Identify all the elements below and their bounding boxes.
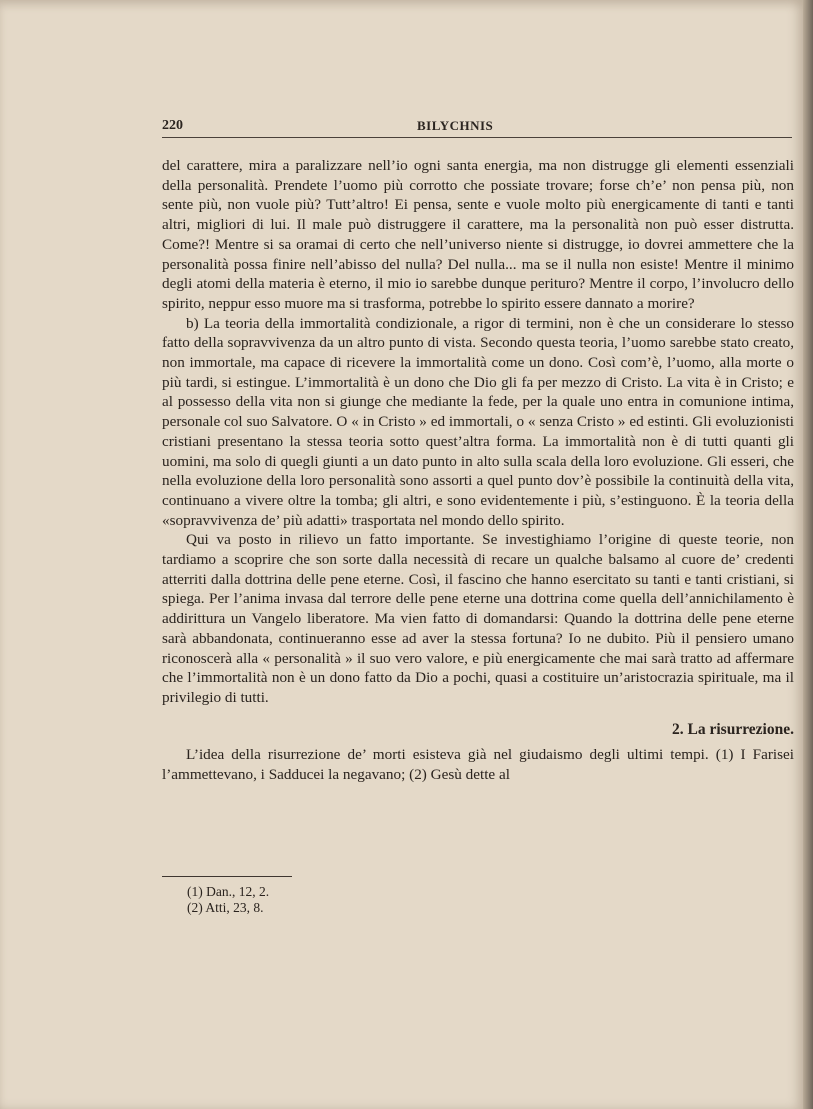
paragraph-1: del carattere, mira a paralizzare nell’io ogni santa energia, ma non distrugge gli elementi essenziali della personalità. Prendete l’uomo più corrotto che possiate trovare; forse ch’e’ non pensa più, non sente più, non vuole più? Tutt’altro! Ei pensa, sente e vuole molto più energicamente di tanti e tanti altri, migliori di lui. Il male può distruggere il carattere, ma la personalità non può esser distrutta. Come?! Mentre si sa oramai di certo che nell’universo niente si distrugge, io dovrei ammettere che la personalità possa finire nell’abisso del nulla? Del nulla... ma se il nulla non esiste! Mentre il minimo degli atomi della materia è eterno, il mio io sarebbe dunque perituro? Mentre il corpo, l’involucro dello spirito, neppur esso muore ma si trasforma, potrebbe lo spirito essere dannato a morire? [162,157,794,312]
footnote-rule [162,876,292,877]
section-heading: 2. La risurrezione. [672,720,794,738]
paragraph-4: L’idea della risurrezione de’ morti esisteva già nel giudaismo degli ultimi tempi. (1) I Farisei l’ammettevano, i Sadducei la negavano; (2) Gesù dette al [162,746,794,784]
paragraph-3: Qui va posto in rilievo un fatto importante. Se investighiamo l’origine di queste teorie, non tardiamo a scoprire che son sorte dalla necessità di recare un qualche balsamo al cuore de’ credenti atterriti dalla dottrina delle pene eterne. Così, il fascino che hanno esercitato su tanti e tanti cristiani, si spiega. Per l’anima invasa dal terrore delle pene eterne una dottrina come quella dell’annichilamento è addirittura un Vangelo liberatore. Ma vien fatto di domandarsi: Quando la dottrina delle pene eterne sarà abbandonata, continueranno esse ad aver la stessa fortuna? Io ne dubito. Più il pensiero umano riconoscerà alla « personalità » il suo vero valore, e più energicamente che mai sarà tratto ad affermare che l’immortalità non è un dono fatto da Dio a pochi, quasi a costituire un’aristocrazia spirituale, ma il privilegio di tutti. [162,531,794,706]
page-edge [803,0,813,1109]
header-rule [162,137,792,138]
paragraph-2: b) La teoria della immortalità condizionale, a rigor di termini, non è che un considerare lo stesso fatto della sopravvivenza da un altro punto di vista. Secondo questa teoria, l’uomo sarebbe stato creato, non immortale, ma capace di ricevere la immortalità come un dono. Così com’è, l’uomo, alla morte o più tardi, si estingue. L’immortalità è un dono che Dio gli fa per mezzo di Cristo. La vita è in Cristo; e al possesso della vita non si giunge che mediante la fede, per la quale uno entra in comunione intima, personale col suo Salvatore. O « in Cristo » ed immortali, o « senza Cristo » ed estinti. Gli evoluzionisti cristiani presentano la stessa teoria sotto quest’altra forma. La immortalità non è di tutti quanti gli uomini, ma solo di quegli giunti a un dato punto in alto sulla scala della loro evoluzione. Gli esseri, che nella evoluzione della loro personalità sono assorti a quel punto dov’è possibile la continuità della vita, continuano a vivere oltre la tomba; gli altri, e sono evidentemente i più, s’estinguono. È la teoria della «sopravvivenza de’ più adatti» trasportata nel mondo dello spirito. [162,314,794,529]
journal-title: BILYCHNIS [417,118,494,133]
page-number: 220 [162,118,183,133]
running-head [162,116,792,138]
body-text [162,156,794,785]
footnote-1: (1) Dan., 12, 2. [187,884,270,899]
footnote-2: (2) Atti, 23, 8. [187,900,264,915]
footnotes [187,884,587,916]
